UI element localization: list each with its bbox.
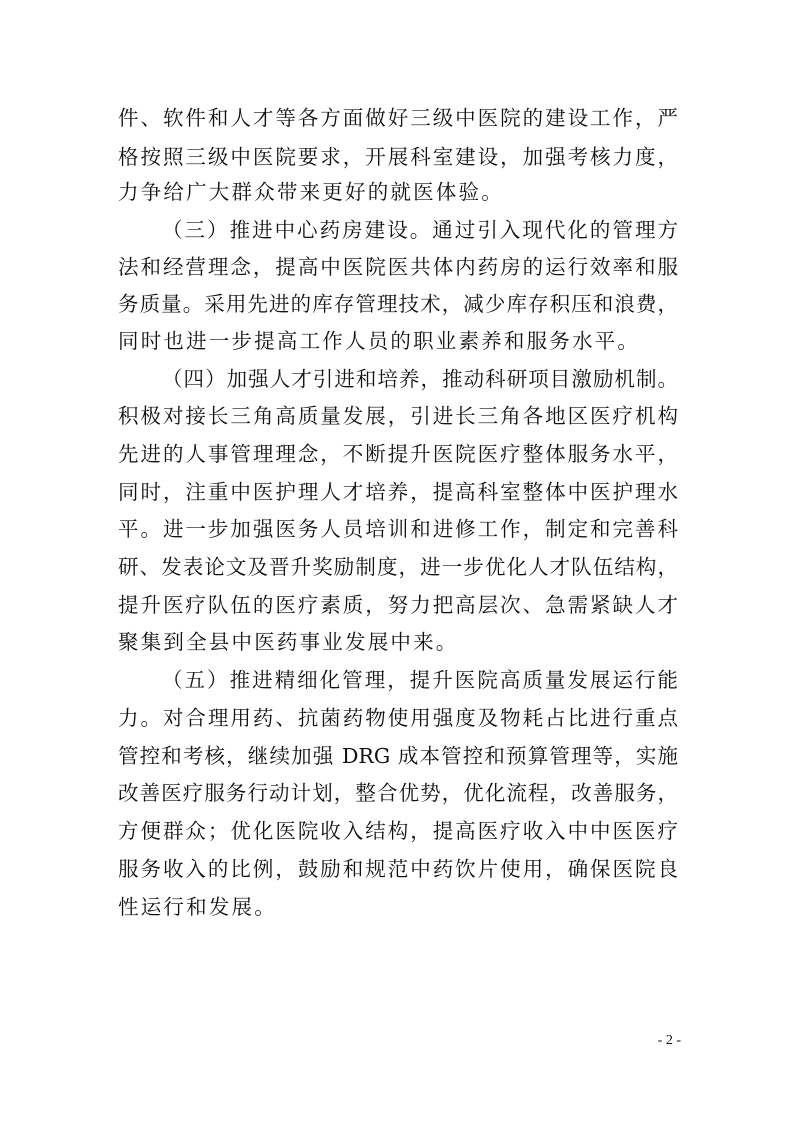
text-line: 研、发表论文及晋升奖励制度，进一步优化人才队伍结构， bbox=[118, 555, 678, 579]
paragraph-first-line: （三）推进中心药房建设。通过引入现代化的管理方 bbox=[162, 218, 678, 242]
text-line: 先进的人事管理理念，不断提升医院医疗整体服务水平， bbox=[118, 442, 678, 466]
text-line: 方便群众；优化医院收入结构，提高医疗收入中中医医疗 bbox=[118, 819, 678, 843]
paragraph-first-line: （四）加强人才引进和培养，推动科研项目激励机制。 bbox=[162, 367, 678, 391]
text-line: 力争给广大群众带来更好的就医体验。 bbox=[118, 180, 504, 204]
text-line: 性运行和发展。 bbox=[118, 895, 277, 919]
text-line: 管控和考核，继续加强 DRG 成本管控和预算管理等，实施 bbox=[118, 744, 678, 768]
text-line: 服务收入的比例，鼓励和规范中药饮片使用，确保医院良 bbox=[118, 857, 678, 881]
text-line: 积极对接长三角高质量发展，引进长三角各地区医疗机构 bbox=[118, 404, 678, 428]
text-line: 聚集到全县中医药事业发展中来。 bbox=[118, 630, 459, 654]
text-line: 平。进一步加强医务人员培训和进修工作，制定和完善科 bbox=[118, 517, 678, 541]
paragraph-first-line: （五）推进精细化管理，提升医院高质量发展运行能 bbox=[162, 668, 678, 692]
text-line: 格按照三级中医院要求，开展科室建设，加强考核力度， bbox=[118, 145, 678, 169]
text-line: 提升医疗队伍的医疗素质，努力把高层次、急需紧缺人才 bbox=[118, 593, 678, 617]
text-line: 力。对合理用药、抗菌药物使用强度及物耗占比进行重点 bbox=[118, 706, 678, 730]
text-line: 件、软件和人才等各方面做好三级中医院的建设工作，严 bbox=[118, 106, 678, 130]
text-line: 同时，注重中医护理人才培养，提高科室整体中医护理水 bbox=[118, 480, 678, 504]
page-number: - 2 - bbox=[657, 1033, 681, 1048]
text-line: 改善医疗服务行动计划，整合优势，优化流程，改善服务， bbox=[118, 781, 678, 805]
text-line: 同时也进一步提高工作人员的职业素养和服务水平。 bbox=[118, 329, 641, 353]
text-line: 法和经营理念，提高中医院医共体内药房的运行效率和服 bbox=[118, 255, 678, 279]
text-line: 务质量。采用先进的库存管理技术，减少库存积压和浪费， bbox=[118, 292, 678, 316]
